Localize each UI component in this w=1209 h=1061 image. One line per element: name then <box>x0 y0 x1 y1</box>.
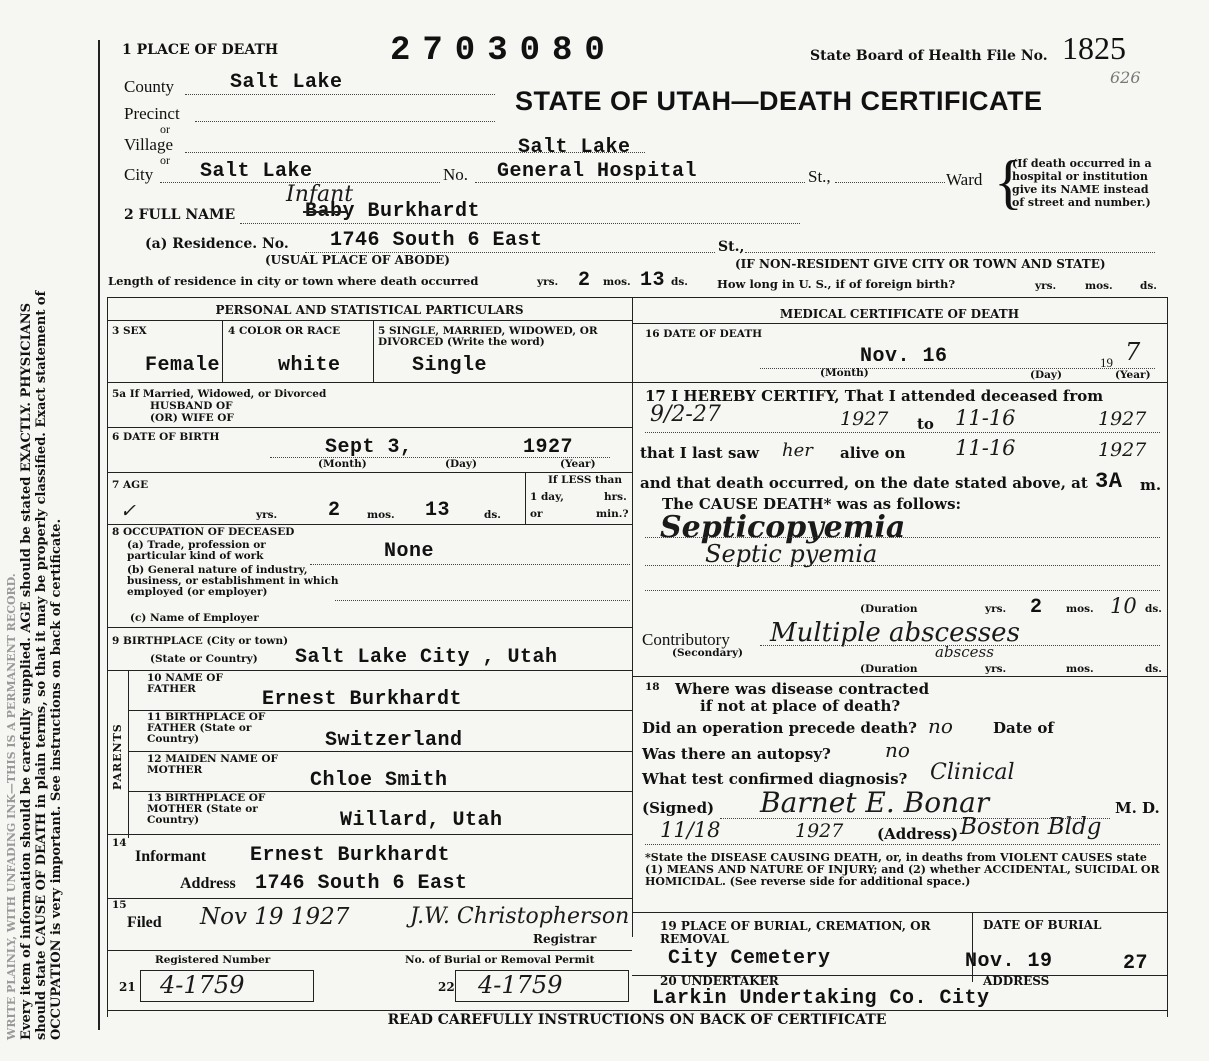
occupation-b-label: (b) General nature of industry, business, or establishment in which employed (or employer) <box>127 564 339 598</box>
medical-section-title: MEDICAL CERTIFICATE OF DEATH <box>779 307 1020 321</box>
village-label: Village <box>124 135 174 154</box>
age-mos-label: mos. <box>367 509 395 521</box>
certificate-title: STATE OF UTAH—DEATH CERTIFICATE <box>515 86 1043 116</box>
registrar-label: Registrar <box>533 932 597 946</box>
or-label-2: or <box>160 153 170 167</box>
contributory-line-1: Multiple abscesses <box>770 618 1020 648</box>
contributory-label: Contributory <box>642 630 730 649</box>
test-label: What test confirmed diagnosis? <box>642 770 908 788</box>
margin-warning <box>4 40 64 1040</box>
registrar-signature: J.W. Christopherson <box>410 904 630 929</box>
where-contracted-sub-label: if not at place of death? <box>700 697 901 715</box>
operation-label: Did an operation precede death? <box>642 719 917 737</box>
duration-mos-label: mos. <box>1066 603 1094 615</box>
less-than-label-3: or <box>530 508 543 520</box>
certify-label: 17 I HEREBY CERTIFY, That I attended deceased from <box>645 387 1104 405</box>
ward-label: Ward <box>946 170 983 189</box>
residence-label: (a) Residence. No. <box>145 236 289 252</box>
time-suffix: m. <box>1140 476 1162 494</box>
color-label: 4 COLOR OR RACE <box>228 325 341 337</box>
autopsy-value: no <box>885 738 910 762</box>
dob-year-label: (Year) <box>560 458 596 470</box>
alive-year-value: 1927 <box>1098 439 1147 461</box>
strike-line <box>303 211 348 213</box>
marital-value: Single <box>412 354 488 377</box>
informant-value: Ernest Burkhardt <box>250 844 451 867</box>
occupation-c-label: (c) Name of Employer <box>130 612 259 624</box>
file-number-extra: 626 <box>1110 68 1141 87</box>
duration-ds-label: ds. <box>1145 603 1162 615</box>
or-label-1: or <box>160 122 170 136</box>
nonresident-label: (IF NON-RESIDENT GIVE CITY OR TOWN AND STATE) <box>735 257 1106 271</box>
burial-date-label: DATE OF BURIAL <box>983 918 1102 932</box>
village-value: Salt Lake <box>518 136 631 159</box>
occurred-label: and that death occurred, on the date stated above, at <box>640 474 1088 492</box>
personal-section-title: PERSONAL AND STATISTICAL PARTICULARS <box>215 303 524 317</box>
md-label: M. D. <box>1115 799 1160 817</box>
contributory-line-2: abscess <box>935 643 994 661</box>
date-of-death-label: 16 DATE OF DEATH <box>645 328 763 340</box>
dod-day-label: (Day) <box>1030 369 1062 381</box>
length-residence-label: Length of residence in city or town where death occurred <box>108 274 479 288</box>
age-mos-value: 2 <box>328 499 341 522</box>
age-yrs-label: yrs. <box>256 509 278 521</box>
duration2-label: (Duration <box>860 663 918 675</box>
usual-abode-label: (USUAL PLACE OF ABODE) <box>265 253 450 267</box>
margin-warning-line3: should state CAUSE OF DEATH in plain terms, so that it may be properly classified. Exact statement of <box>34 290 49 1040</box>
no-value: General Hospital <box>497 160 698 183</box>
date-of-death-value: Nov. 16 <box>860 345 948 368</box>
less-than-label-2: 1 day, <box>530 491 564 503</box>
registered-number-label: Registered Number <box>155 954 271 966</box>
filed-label: Filed <box>127 914 162 931</box>
undertaker-label: 20 UNDERTAKER <box>660 974 779 988</box>
certificate-number: 2703080 <box>390 32 617 70</box>
registered-number-prefix: 21 <box>119 980 136 994</box>
test-value: Clinical <box>930 760 1015 785</box>
age-check: ✓ <box>120 500 136 522</box>
sex-label: 3 SEX <box>112 325 147 337</box>
contributory-sub-label: (Secondary) <box>672 647 744 659</box>
length-yrs-label: yrs. <box>537 276 559 288</box>
operation-value: no <box>928 714 953 738</box>
dod-year-suffix: 7 <box>1125 338 1141 366</box>
date-of-label: Date of <box>993 719 1054 737</box>
cause-line-1: Septicopyemia <box>660 510 906 545</box>
burial-permit-prefix: 22 <box>438 980 455 994</box>
item-18: 18 <box>645 681 660 693</box>
margin-warning-line1: WRITE PLAINLY, WITH UNFADING INK—THIS IS A PERMANENT RECORD. <box>5 573 18 1040</box>
signed-label: (Signed) <box>642 799 715 817</box>
dod-year-label: (Year) <box>1115 369 1151 381</box>
item-14: 14 <box>112 837 127 849</box>
residence-value: 1746 South 6 East <box>330 229 543 252</box>
margin-warning-line4: OCCUPATION is very important. See instructions on back of certificate. <box>49 518 64 1040</box>
last-saw-label: that I last saw <box>640 444 760 462</box>
dob-month-day: Sept 3, <box>325 436 413 459</box>
margin-warning-line2: Every item of information should be carefully supplied. AGE should be stated EXACTLY. PHYSICIANS <box>19 302 34 1040</box>
where-contracted-label: Where was disease contracted <box>675 680 930 698</box>
occupation-value: None <box>384 540 435 563</box>
cause-line-2: Septic pyemia <box>705 540 878 568</box>
length-mos-value: 2 <box>578 269 591 292</box>
duration2-ds-label: ds. <box>1145 663 1162 675</box>
address-value: 1746 South 6 East <box>255 872 468 895</box>
signed-date-value: 11/18 <box>660 818 721 842</box>
us-mos-label: mos. <box>1085 280 1113 292</box>
last-saw-pronoun: her <box>782 440 813 461</box>
undertaker-address-label: ADDRESS <box>983 974 1050 988</box>
cause-label: The CAUSE DEATH* was as follows: <box>662 495 962 513</box>
duration-label: (Duration <box>860 603 918 615</box>
time-value: 3A <box>1095 469 1123 494</box>
birthplace-value: Salt Lake City , Utah <box>295 646 558 669</box>
residence-st-label: St., <box>718 239 745 255</box>
duration2-mos-label: mos. <box>1066 663 1094 675</box>
to-label: to <box>917 415 934 433</box>
alive-label: alive on <box>840 444 906 462</box>
to-year-value: 1927 <box>1098 408 1147 430</box>
birthplace-label: 9 BIRTHPLACE (City or town) <box>112 635 289 647</box>
dob-label: 6 DATE OF BIRTH <box>112 431 220 443</box>
birthplace-state-label: (State or Country) <box>150 653 258 665</box>
physician-signature: Barnet E. Bonar <box>760 786 990 819</box>
burial-date-value: Nov. 19 <box>965 950 1053 973</box>
informant-label: Informant <box>135 848 207 865</box>
address-label: Address <box>180 875 236 892</box>
signed-year-value: 1927 <box>795 820 844 842</box>
mother-name-value: Chloe Smith <box>310 769 448 792</box>
full-name-correction: Infant <box>286 182 354 207</box>
duration-yrs-label: yrs. <box>985 603 1007 615</box>
length-ds-value: 13 <box>640 269 666 292</box>
county-value: Salt Lake <box>230 71 343 94</box>
spouse-label-2: HUSBAND OF <box>150 400 233 412</box>
dod-month-label: (Month) <box>820 367 869 379</box>
parents-label: PARENTS <box>111 723 124 790</box>
column-divider <box>632 297 633 937</box>
sex-value: Female <box>145 354 221 377</box>
us-yrs-label: yrs. <box>1035 280 1057 292</box>
rule-top-sections <box>107 297 1167 298</box>
father-name-label: 10 NAME OF FATHER <box>147 672 223 695</box>
age-ds-value: 13 <box>425 499 451 522</box>
mother-birthplace-label: 13 BIRTHPLACE OF MOTHER (State or Country) <box>147 792 266 826</box>
mother-name-label: 12 MAIDEN NAME OF MOTHER <box>147 753 278 776</box>
place-of-death-label: 1 PLACE OF DEATH <box>122 42 279 58</box>
burial-year-value: 27 <box>1123 952 1149 975</box>
age-label: 7 AGE <box>112 479 149 491</box>
spouse-label-1: 5a If Married, Widowed, or Divorced <box>112 388 327 400</box>
from-year-value: 1927 <box>840 408 889 430</box>
no-label: No. <box>443 165 469 184</box>
item-15: 15 <box>112 899 127 911</box>
occupation-a-label: (a) Trade, profession or particular kind of work <box>127 539 266 562</box>
length-ds-label: ds. <box>671 276 688 288</box>
occupation-title: 8 OCCUPATION OF DECEASED <box>112 526 295 538</box>
father-birthplace-label: 11 BIRTHPLACE OF FATHER (State or Country) <box>147 711 266 745</box>
duration-ds-value: 10 <box>1110 594 1137 618</box>
age-ds-label: ds. <box>484 509 501 521</box>
file-number: 1825 <box>1062 30 1126 66</box>
margin-rule <box>98 40 100 1030</box>
ward-note: (If death occurred in a hospital or institution give its NAME instead of street and number.) <box>1012 157 1152 209</box>
full-name-value: Baby Burkhardt <box>305 200 481 223</box>
city-label: City <box>124 165 154 184</box>
marital-label: 5 SINGLE, MARRIED, WIDOWED, OR DIVORCED (Write the word) <box>378 325 598 348</box>
undertaker-value: Larkin Undertaking Co. City <box>652 987 990 1010</box>
alive-date-value: 11-16 <box>955 436 1016 460</box>
city-value: Salt Lake <box>200 160 313 183</box>
dod-year-prefix: 19 <box>1100 355 1113 370</box>
st-label: St., <box>808 167 831 186</box>
footer-instructions: READ CAREFULLY INSTRUCTIONS ON BACK OF CERTIFICATE <box>387 1012 887 1028</box>
cause-footnote: *State the DISEASE CAUSING DEATH, or, in deaths from VIOLENT CAUSES state (1) MEANS AND NATURE OF INJURY; and (2) whether ACCIDENTAL, SUICIDAL OR HOMICIDAL. (See reverse side for additional space.) <box>645 851 1160 888</box>
duration-mos-value: 2 <box>1030 596 1043 619</box>
length-mos-label: mos. <box>603 276 631 288</box>
dob-month-label: (Month) <box>318 458 367 470</box>
autopsy-label: Was there an autopsy? <box>642 745 831 763</box>
color-value: white <box>278 354 341 377</box>
filed-value: Nov 19 1927 <box>200 904 350 930</box>
us-residence-label: How long in U. S., if of foreign birth? <box>717 277 956 291</box>
less-than-hrs: hrs. <box>604 491 627 503</box>
burial-place-value: City Cemetery <box>668 947 831 970</box>
dob-year: 1927 <box>523 436 574 459</box>
us-ds-label: ds. <box>1140 280 1157 292</box>
full-name-label: 2 FULL NAME <box>124 207 236 223</box>
dob-day-label: (Day) <box>445 458 477 470</box>
burial-permit-label: No. of Burial or Removal Permit <box>405 954 595 966</box>
duration2-yrs-label: yrs. <box>985 663 1007 675</box>
less-than-min: min.? <box>596 508 629 520</box>
father-birthplace-value: Switzerland <box>325 729 463 752</box>
burial-permit-value: 4-1759 <box>478 971 563 999</box>
signer-address-label: (Address) <box>877 825 959 843</box>
signer-address-value: Boston Bldg <box>960 814 1102 840</box>
burial-place-label: 19 PLACE OF BURIAL, CREMATION, OR REMOVAL <box>660 919 931 946</box>
from-date-value: 9/2-27 <box>650 402 721 427</box>
to-date-value: 11-16 <box>955 406 1016 430</box>
county-label: County <box>124 77 175 96</box>
registered-number-value: 4-1759 <box>160 971 245 999</box>
less-than-label-1: If LESS than <box>548 474 622 486</box>
ward-brace: { <box>994 149 1023 215</box>
file-no-label: State Board of Health File No. <box>810 48 1048 64</box>
father-name-value: Ernest Burkhardt <box>262 688 463 711</box>
spouse-label-3: (OR) WIFE OF <box>150 412 234 424</box>
mother-birthplace-value: Willard, Utah <box>340 809 503 832</box>
precinct-label: Precinct <box>124 104 180 123</box>
